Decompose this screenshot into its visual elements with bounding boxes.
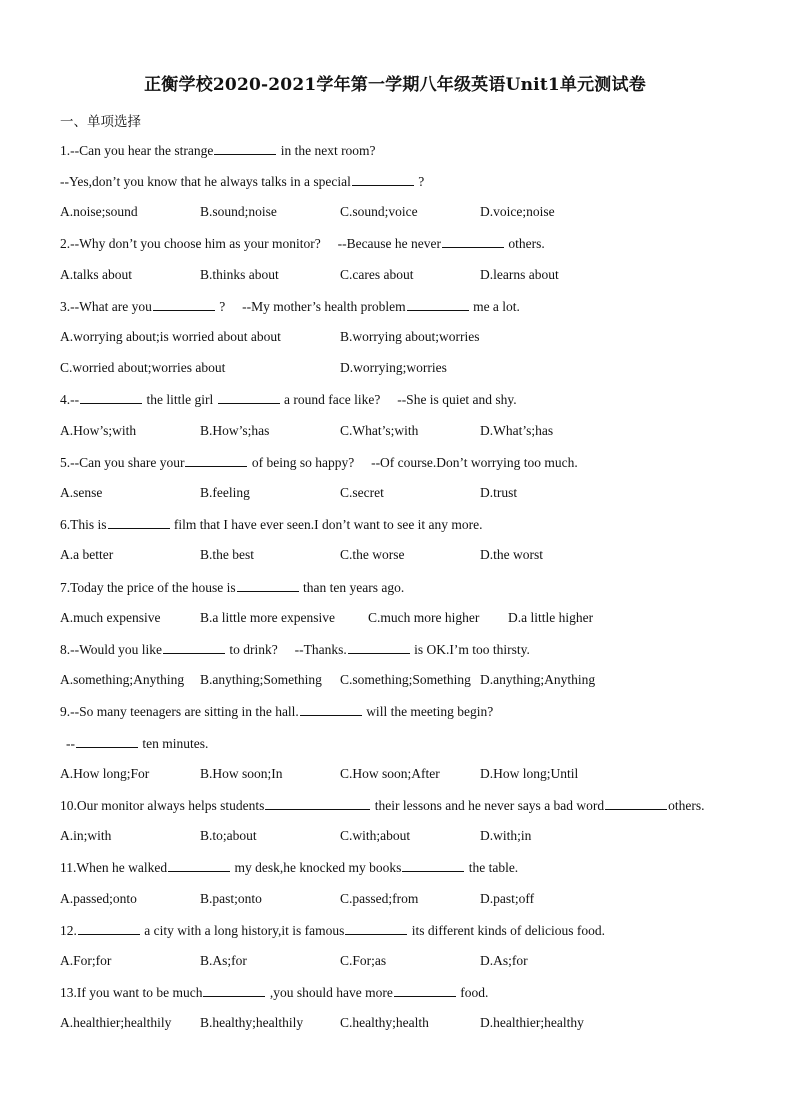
answer-blank[interactable] (153, 296, 215, 311)
option-a[interactable]: A.something;Anything (60, 672, 185, 687)
option-d[interactable]: D.worrying;worries (340, 360, 447, 375)
option-d[interactable]: D.healthier;healthy (480, 1015, 584, 1030)
question-12-stem: 12. a city with a long history,it is famous its different kinds of delicious food. (60, 920, 605, 940)
option-b[interactable]: B.to;about (200, 828, 257, 843)
question-4-options (60, 421, 740, 441)
answer-blank[interactable] (352, 171, 414, 186)
question-7-options (60, 608, 740, 628)
option-a[interactable]: A.worrying about;is worried about about (60, 329, 281, 344)
question-5-options (60, 483, 740, 503)
option-b[interactable]: B.the best (200, 547, 254, 562)
answer-blank[interactable] (237, 577, 299, 592)
question-11-stem: 11.When he walked my desk,he knocked my books the table. (60, 857, 518, 877)
answer-blank[interactable] (605, 795, 667, 810)
option-d[interactable]: D.What’s;has (480, 423, 554, 438)
option-c[interactable]: C.sound;voice (340, 204, 418, 219)
option-b[interactable]: B.a little more expensive (200, 610, 335, 625)
answer-blank[interactable] (78, 920, 140, 935)
option-c[interactable]: C.the worse (340, 547, 405, 562)
option-c[interactable]: C.How soon;After (340, 766, 440, 781)
option-d[interactable]: D.past;off (480, 891, 535, 906)
option-a[interactable]: A.For;for (60, 953, 112, 968)
answer-blank[interactable] (394, 982, 456, 997)
option-d[interactable]: D.trust (480, 485, 518, 500)
question-11-options (60, 889, 740, 909)
question-8-stem: 8.--Would you like to drink? --Thanks. is OK.I’m too thirsty. (60, 639, 530, 659)
answer-blank[interactable] (163, 639, 225, 654)
question-9-stem: 9.--So many teenagers are sitting in the hall. will the meeting begin? (60, 701, 493, 721)
question-7-stem: 7.Today the price of the house is than ten years ago. (60, 577, 404, 597)
question-9-options (60, 764, 740, 784)
option-c[interactable]: C.worried about;worries about (60, 360, 226, 375)
option-a[interactable]: A.healthier;healthily (60, 1015, 172, 1030)
question-1-stem: 1.--Can you hear the strange in the next room? (60, 140, 376, 160)
question-8-options (60, 670, 740, 690)
option-d[interactable]: D.learns about (480, 267, 559, 282)
question-13-options (60, 1013, 740, 1033)
option-b[interactable]: B.feeling (200, 485, 250, 500)
option-a[interactable]: A.How’s;with (60, 423, 137, 438)
option-d[interactable]: D.anything;Anything (480, 672, 596, 687)
answer-blank[interactable] (108, 514, 170, 529)
question-4-stem: 4.-- the little girl a round face like? --She is quiet and shy. (60, 389, 517, 409)
option-b[interactable]: B.healthy;healthily (200, 1015, 304, 1030)
question-9-reply: -- ten minutes. (66, 733, 208, 753)
answer-blank[interactable] (203, 982, 265, 997)
answer-blank[interactable] (76, 733, 138, 748)
option-d[interactable]: D.voice;noise (480, 204, 555, 219)
answer-blank[interactable] (300, 701, 362, 716)
answer-blank[interactable] (80, 389, 142, 404)
page-title: 正衡学校2020-2021学年第一学期八年级英语Unit1单元测试卷 (144, 75, 646, 95)
option-c[interactable]: C.passed;from (340, 891, 419, 906)
question-13-stem: 13.If you want to be much ,you should have more food. (60, 982, 488, 1002)
option-b[interactable]: B.thinks about (200, 267, 279, 282)
option-c[interactable]: C.much more higher (368, 610, 480, 625)
question-3-stem: 3.--What are you ? --My mother’s health problem me a lot. (60, 296, 520, 316)
option-d[interactable]: D.a little higher (508, 610, 594, 625)
option-a[interactable]: A.sense (60, 485, 103, 500)
option-c[interactable]: C.What’s;with (340, 423, 419, 438)
option-d[interactable]: D.the worst (480, 547, 543, 562)
option-b[interactable]: B.anything;Something (200, 672, 322, 687)
question-6-stem: 6.This is film that I have ever seen.I don’t want to see it any more. (60, 514, 483, 534)
option-b[interactable]: B.sound;noise (200, 204, 277, 219)
question-3-options-row-1 (60, 327, 740, 347)
option-d[interactable]: D.As;for (480, 953, 528, 968)
answer-blank[interactable] (214, 140, 276, 155)
answer-blank[interactable] (442, 233, 504, 248)
answer-blank[interactable] (218, 389, 280, 404)
option-b[interactable]: B.As;for (200, 953, 247, 968)
answer-blank[interactable] (168, 857, 230, 872)
option-c[interactable]: C.healthy;health (340, 1015, 429, 1030)
option-c[interactable]: C.cares about (340, 267, 414, 282)
option-b[interactable]: B.How soon;In (200, 766, 283, 781)
answer-blank[interactable] (185, 452, 247, 467)
option-a[interactable]: A.in;with (60, 828, 112, 843)
option-a[interactable]: A.How long;For (60, 766, 150, 781)
question-2-options (60, 265, 740, 285)
option-b[interactable]: B.past;onto (200, 891, 262, 906)
question-1-options (60, 202, 740, 222)
option-a[interactable]: A.a better (60, 547, 114, 562)
option-a[interactable]: A.passed;onto (60, 891, 137, 906)
question-6-options (60, 545, 740, 565)
option-c[interactable]: C.secret (340, 485, 384, 500)
option-b[interactable]: B.worrying about;worries (340, 329, 480, 344)
option-d[interactable]: D.How long;Until (480, 766, 579, 781)
option-a[interactable]: A.talks about (60, 267, 132, 282)
option-a[interactable]: A.noise;sound (60, 204, 138, 219)
question-5-stem: 5.--Can you share your of being so happy? --Of course.Don’t worrying too much. (60, 452, 578, 472)
answer-blank[interactable] (348, 639, 410, 654)
answer-blank[interactable] (265, 795, 370, 810)
answer-blank[interactable] (402, 857, 464, 872)
option-b[interactable]: B.How’s;has (200, 423, 270, 438)
question-10-stem: 10.Our monitor always helps students their lessons and he never says a bad word others. (60, 795, 705, 815)
question-3-options-row-2 (60, 358, 740, 378)
option-c[interactable]: C.For;as (340, 953, 387, 968)
answer-blank[interactable] (407, 296, 469, 311)
option-c[interactable]: C.something;Something (340, 672, 471, 687)
option-c[interactable]: C.with;about (340, 828, 411, 843)
question-2-stem: 2.--Why don’t you choose him as your monitor? --Because he never others. (60, 233, 545, 253)
section-heading: 一、单项选择 (60, 114, 141, 130)
question-10-options (60, 826, 740, 846)
option-d[interactable]: D.with;in (480, 828, 532, 843)
answer-blank[interactable] (345, 920, 407, 935)
question-12-options (60, 951, 740, 971)
option-a[interactable]: A.much expensive (60, 610, 161, 625)
question-1-reply: --Yes,don’t you know that he always talks in a special ? (60, 171, 424, 191)
